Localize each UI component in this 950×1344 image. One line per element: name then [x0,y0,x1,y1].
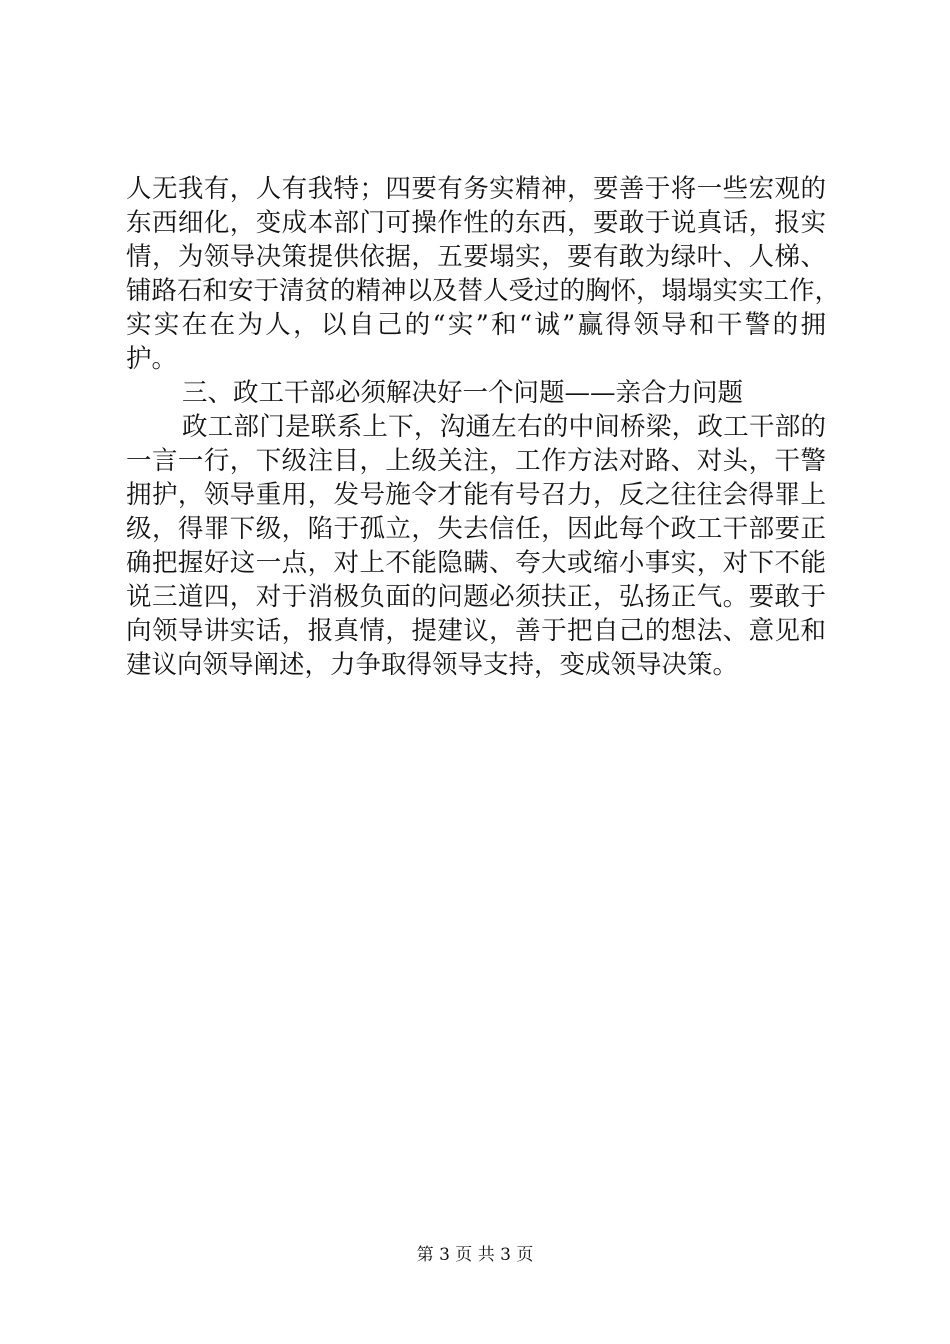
paragraph-line: 政工部门是联系上下，沟通左右的中间桥梁，政工干部的 [182,412,826,442]
page-footer [0,1244,950,1266]
paragraph-line: 实实在在为人，以自己的“实”和“诚”赢得领导和干警的拥 [126,310,826,340]
paragraph-line: 级，得罪下级，陷于孤立，失去信任，因此每个政工干部要正 [126,514,826,544]
document-body [126,172,841,682]
paragraph-line: 向领导讲实话，报真情，提建议，善于把自己的想法、意见和 [126,616,826,646]
paragraph-line: 建议向领导阐述，力争取得领导支持，变成领导决策。 [126,650,739,680]
paragraph-line: 护。 [126,344,178,374]
paragraph-line: 确把握好这一点，对上不能隐瞒、夸大或缩小事实，对下不能 [126,548,826,578]
paragraph-line: 说三道四，对于消极负面的问题必须扶正，弘扬正气。要敢于 [126,582,826,612]
page-number: 第 3 页 共 3 页 [416,1245,534,1265]
paragraph-line: 拥护，领导重用，发号施令才能有号召力，反之往往会得罪上 [126,480,826,510]
paragraph-line: 东西细化，变成本部门可操作性的东西，要敢于说真话，报实 [126,208,826,238]
paragraph-line: 一言一行，下级注目，上级关注，工作方法对路、对头，干警 [126,446,826,476]
paragraph-line: 人无我有，人有我特；四要有务实精神，要善于将一些宏观的 [126,174,826,204]
paragraph-line: 情，为领导决策提供依据，五要塌实，要有敢为绿叶、人梯、 [126,242,826,272]
section-heading: 三、政工干部必须解决好一个问题——亲合力问题 [182,378,744,408]
paragraph-line: 铺路石和安于清贫的精神以及替人受过的胸怀，塌塌实实工作， [126,276,841,306]
